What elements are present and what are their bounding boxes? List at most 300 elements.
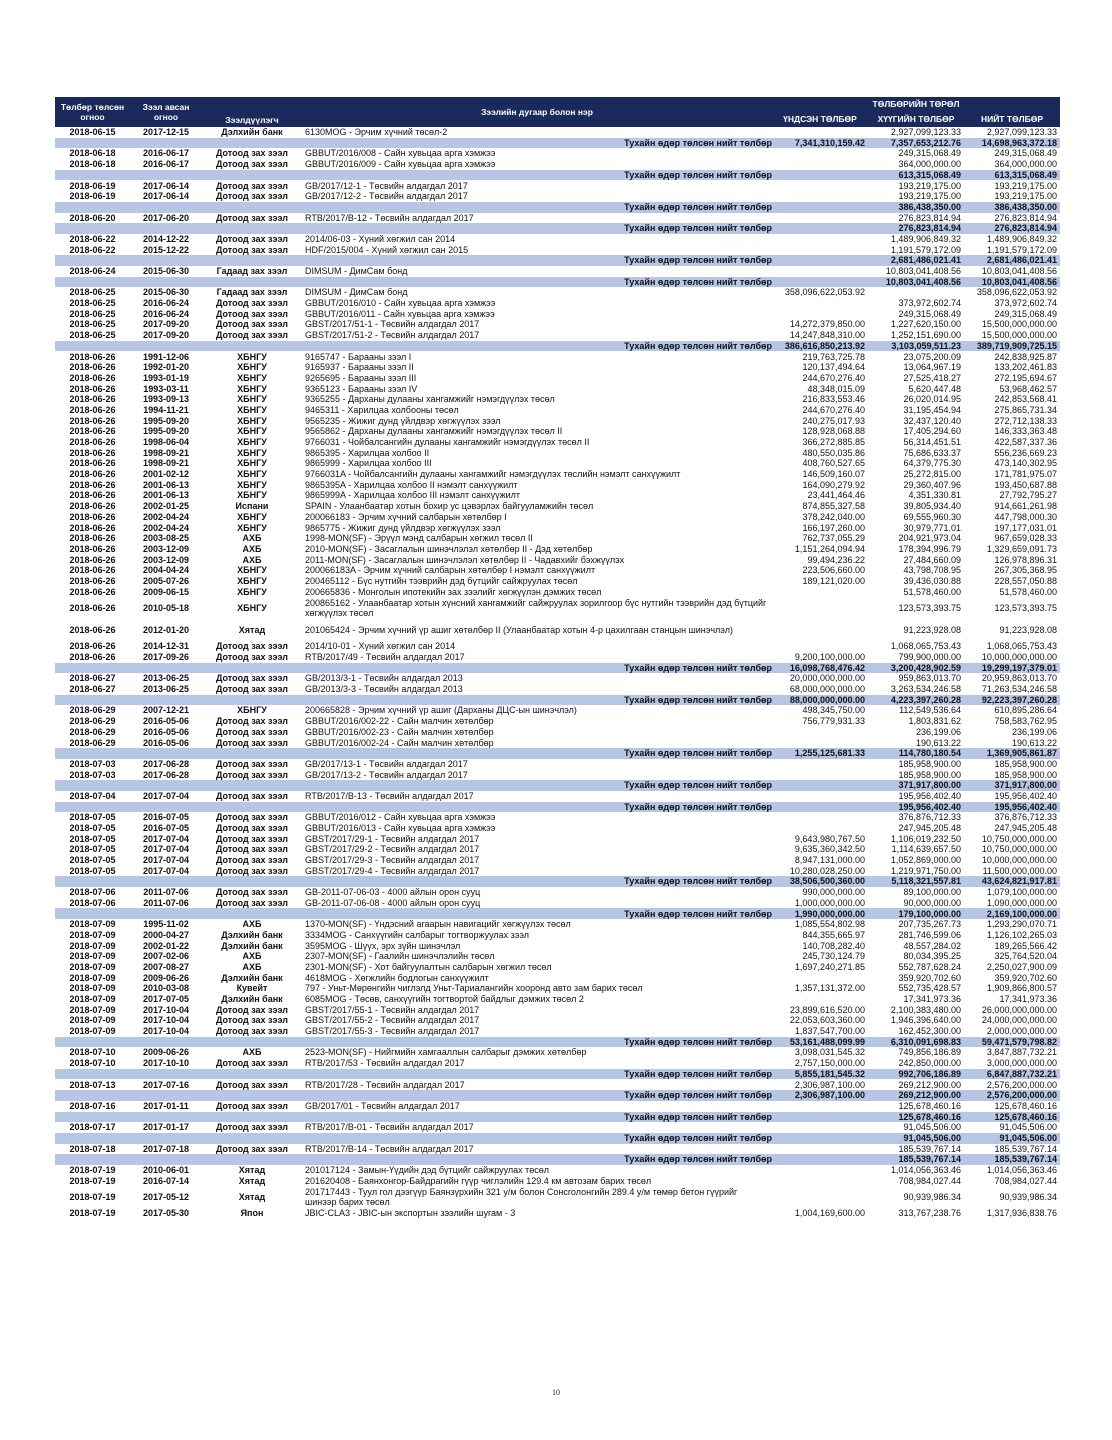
payment-date: 2018-06-26: [69, 533, 116, 544]
lender: ХБНГУ: [237, 490, 267, 501]
payment-date: 2018-06-20: [69, 212, 116, 223]
subtotal-principal: [772, 1133, 868, 1144]
payment-date: 2018-06-27: [69, 673, 116, 684]
subtotal-interest: 3,103,059,511.23: [868, 341, 964, 352]
table-row: [55, 394, 1060, 405]
lender: ХБНГУ: [237, 437, 267, 448]
loan-date: 2012-01-20: [142, 625, 190, 635]
loan-date: 2017-07-04: [142, 833, 190, 844]
loan-name: 2523-MON(SF) - Нийгмийн хамгааллын салбарыг дэмжих хөтөлбөр: [305, 1047, 587, 1058]
loan-name: GBST/2017/29-4 - Төсвийн алдагдал 2017: [305, 865, 480, 876]
subtotal-label: Тухайн өдөр төлсөн нийт төлбөр: [55, 748, 772, 759]
principal-payment: [772, 159, 868, 170]
principal-payment: [772, 1186, 868, 1208]
interest-payment: 31,195,454.94: [903, 404, 961, 415]
table-row: [55, 716, 1060, 727]
loan-name: GB-2011-07-06-08 - 4000 айлын орон сууц: [305, 897, 481, 908]
principal-payment: [772, 587, 868, 598]
subtotal-label: Тухайн өдөр төлсөн нийт төлбөр: [55, 170, 772, 181]
subtotal-interest: 6,310,091,698.83: [868, 1037, 964, 1048]
total-payment: 197,177,031.01: [994, 522, 1057, 533]
table-row: [55, 941, 1060, 952]
subtotal-interest: 185,539,767.14: [868, 1154, 964, 1165]
total-payment: 272,712,138.33: [994, 415, 1057, 426]
loan-date: 2015-06-30: [142, 266, 190, 277]
loan-date: 2002-01-22: [142, 940, 190, 951]
subtotal-principal: [772, 202, 868, 213]
table-row: [55, 448, 1060, 459]
table-row: [55, 727, 1060, 738]
principal-payment: [772, 266, 868, 277]
lender: ХБНГУ: [237, 415, 267, 426]
principal-payment: 2,757,150,000.00: [794, 1058, 865, 1069]
loan-date: 1994-11-21: [143, 404, 189, 415]
loan-date: 2007-08-27: [142, 961, 190, 972]
interest-payment: 2,100,383,480.00: [890, 1004, 961, 1015]
interest-payment: 25,272,815.00: [903, 469, 961, 480]
interest-payment: 27,525,418.27: [903, 372, 961, 383]
subtotal-interest: 7,357,653,212.76: [868, 138, 964, 149]
subtotal-principal: [772, 170, 868, 181]
interest-payment: 376,876,712.33: [898, 812, 961, 823]
total-payment: 247,945,205.48: [994, 823, 1057, 834]
principal-payment: 366,272,885.85: [802, 437, 865, 448]
total-payment: 20,959,863,013.70: [981, 673, 1057, 684]
principal-payment: 48,348,015.09: [807, 383, 865, 394]
interest-payment: 708,984,027.44: [898, 1175, 961, 1186]
payment-date: 2018-06-25: [69, 287, 116, 298]
payment-date: 2018-06-26: [69, 543, 116, 554]
table-row: [55, 512, 1060, 523]
interest-payment: 193,219,175.00: [898, 191, 961, 202]
payment-date: 2018-07-03: [69, 758, 116, 769]
table-row: [55, 213, 1060, 224]
total-payment: 185,958,900.00: [994, 758, 1057, 769]
subtotal-total: 1,369,905,861.87: [964, 748, 1060, 759]
loan-date: 2005-07-26: [142, 575, 190, 586]
lender: Дотоод зах зээл: [216, 790, 288, 801]
interest-payment: 1,068,065,753.43: [890, 641, 961, 652]
table-row: [55, 619, 1060, 641]
principal-payment: 756,779,931.33: [802, 716, 865, 727]
subtotal-interest: 269,212,900.00: [868, 1090, 964, 1101]
total-payment: 71,263,534,246.58: [981, 684, 1057, 695]
total-payment: 193,450,687.88: [994, 479, 1057, 490]
loan-name: GBBUT/2016/012 - Сайн хувьцаа арга хэмжээ: [305, 812, 496, 823]
loan-name: 9265695 - Барааны зээл III: [305, 372, 417, 383]
table-row: [55, 555, 1060, 566]
principal-payment: 1,004,169,600.00: [794, 1208, 865, 1219]
principal-payment: 164,090,279.92: [802, 479, 865, 490]
principal-payment: 480,550,035.86: [802, 447, 865, 458]
interest-payment: 185,958,900.00: [898, 769, 961, 780]
subtotal-row: [55, 277, 1060, 288]
loan-date: 2017-06-14: [142, 180, 190, 191]
loan-name: RTB/2017/B-12 - Төсвийн алдагдал 2017: [305, 212, 474, 223]
payment-date: 2018-06-26: [69, 522, 116, 533]
loan-date: 2013-06-25: [142, 673, 190, 684]
loan-name: GB/2017/12-2 - Төсвийн алдагдал 2017: [305, 191, 468, 202]
interest-payment: 4,351,330.81: [908, 490, 961, 501]
interest-payment: 749,856,186.89: [898, 1047, 961, 1058]
payment-date: 2018-07-19: [69, 1175, 116, 1186]
principal-payment: 498,345,750.00: [802, 705, 865, 716]
payment-date: 2018-07-09: [69, 1026, 116, 1037]
loan-date: 2017-12-15: [142, 127, 190, 138]
loan-date: 2010-05-18: [142, 603, 190, 613]
loan-name: GB/2017/13-2 - Төсвийн алдагдал 2017: [305, 769, 468, 780]
loan-date: 2002-04-24: [142, 522, 190, 533]
loan-date: 2017-06-14: [142, 191, 190, 202]
loan-name: 1998-MON(SF) - Эрүүл мэнд салбарын хөгжил төсөл II: [305, 533, 533, 544]
principal-payment: 120,137,494.64: [802, 362, 865, 373]
principal-payment: [772, 823, 868, 834]
loan-name: 9565862 - Дарханы дулааны хангамжийг нэмэгдүүлэх төсөл II: [305, 426, 563, 437]
total-payment: 249,315,068.49: [994, 148, 1057, 159]
interest-payment: 185,539,767.14: [898, 1143, 961, 1154]
total-payment: 556,236,669.23: [994, 447, 1057, 458]
loan-name: 2014/06-03 - Хүний хөгжил сан 2014: [305, 233, 456, 244]
lender: Хятад: [238, 1175, 266, 1186]
payment-date: 2018-07-19: [69, 1165, 116, 1176]
loan-date: 2001-06-13: [142, 490, 190, 501]
interest-payment: 26,020,014.95: [903, 394, 961, 405]
loan-date: 2011-07-06: [143, 887, 189, 898]
payment-date: 2018-06-26: [69, 652, 116, 663]
lender: Дотоод зах зээл: [216, 233, 288, 244]
table-row: [55, 1101, 1060, 1112]
table-row: [55, 159, 1060, 170]
table-row: [55, 652, 1060, 663]
payment-date: 2018-06-19: [69, 180, 116, 191]
lender: АХБ: [242, 533, 262, 544]
loan-date: 2016-06-24: [142, 298, 190, 309]
loan-date: 2017-10-04: [142, 1004, 190, 1015]
total-payment: 376,876,712.33: [994, 812, 1057, 823]
loan-date: 2001-06-13: [142, 479, 190, 490]
interest-payment: 249,315,068.49: [898, 148, 961, 159]
table-row: [55, 458, 1060, 469]
table-row: [55, 597, 1060, 619]
payment-date: 2018-06-26: [69, 372, 116, 383]
table-row: [55, 1165, 1060, 1176]
principal-payment: [772, 727, 868, 738]
total-payment: 190,613.22: [1011, 737, 1057, 748]
subtotal-row: [55, 138, 1060, 149]
interest-payment: 190,613.22: [915, 737, 961, 748]
subtotal-row: [55, 695, 1060, 706]
subtotal-principal: [772, 780, 868, 791]
loan-date: 2017-10-04: [142, 1015, 190, 1026]
payment-date: 2018-06-29: [69, 705, 116, 716]
principal-payment: 8,947,131,000.00: [794, 855, 865, 866]
payment-date: 2018-07-04: [69, 790, 116, 801]
total-payment: 359,920,702.60: [994, 972, 1057, 983]
table-row: [55, 587, 1060, 598]
total-payment: 1,126,102,265.03: [986, 929, 1057, 940]
subtotal-label: Тухайн өдөр төлсөн нийт төлбөр: [55, 1069, 772, 1080]
table-row: [55, 384, 1060, 395]
loan-date: 2004-04-24: [142, 565, 190, 576]
lender: Гадаад зах зээл: [216, 266, 288, 277]
subtotal-interest: 10,803,041,408.56: [868, 277, 964, 288]
subtotal-total: 185,539,767.14: [964, 1154, 1060, 1165]
interest-payment: 75,686,633.37: [903, 447, 961, 458]
interest-payment: 3,263,534,246.58: [890, 684, 961, 695]
table-row: [55, 533, 1060, 544]
subtotal-row: [55, 255, 1060, 266]
loan-name: SPAIN - Улаанбаатар хотын бохир ус цэвэрлэх байгууламжийн төсөл: [305, 501, 594, 512]
principal-payment: 23,441,464.46: [807, 490, 865, 501]
payment-date: 2018-06-24: [69, 266, 116, 277]
principal-payment: 20,000,000,000.00: [789, 673, 865, 684]
table-row: [55, 887, 1060, 898]
loan-date: 2000-04-27: [142, 929, 190, 940]
loan-name: GB/2013/3-3 - Төсвийн алдагдал 2013: [305, 684, 463, 695]
loan-name: GBST/2017/51-1 - Төсвийн алдагдал 2017: [305, 319, 480, 330]
principal-payment: 244,670,276.40: [802, 372, 865, 383]
lender: Дотоод зах зээл: [216, 1079, 288, 1090]
lender: Хятад: [238, 1192, 266, 1203]
subtotal-row: [55, 170, 1060, 181]
total-payment: 422,587,337.36: [994, 437, 1057, 448]
payment-date: 2018-07-13: [69, 1079, 116, 1090]
table-row: [55, 962, 1060, 973]
interest-payment: 242,850,000.00: [898, 1058, 961, 1069]
loan-date: 2007-02-06: [142, 951, 190, 962]
payment-date: 2018-06-26: [69, 458, 116, 469]
loan-date: 2017-01-17: [142, 1122, 190, 1133]
subtotal-total: 6,847,887,732.21: [964, 1069, 1060, 1080]
lender: АХБ: [242, 554, 262, 565]
table-row: [55, 1186, 1060, 1208]
lender: ХБНГУ: [237, 447, 267, 458]
table-row: [55, 405, 1060, 416]
lender: Дотоод зах зээл: [216, 641, 288, 652]
total-payment: 1,317,936,838.76: [986, 1208, 1057, 1219]
lender: Дотоод зах зээл: [216, 1004, 288, 1015]
subtotal-total: 91,045,506.00: [964, 1133, 1060, 1144]
loan-name: 797 - Уньт-Мөрөнгийн чиглэлд Уньт-Тариалангийн хооронд авто зам барих төсөл: [305, 983, 643, 994]
table-row: [55, 1122, 1060, 1133]
interest-payment: 10,803,041,408.56: [885, 266, 961, 277]
loan-date: 2010-03-08: [142, 983, 190, 994]
subtotal-row: [55, 748, 1060, 759]
lender: ХБНГУ: [237, 511, 267, 522]
total-payment: 2,000,000,000.00: [986, 1026, 1057, 1037]
principal-payment: 378,242,040.00: [802, 511, 865, 522]
total-payment: 24,000,000,000.00: [981, 1015, 1057, 1026]
total-payment: 914,661,261.98: [994, 501, 1057, 512]
payment-date: 2018-06-25: [69, 298, 116, 309]
interest-payment: 1,803,831.62: [908, 716, 961, 727]
payment-date: 2018-07-09: [69, 951, 116, 962]
total-payment: 1,909,866,800.57: [986, 983, 1057, 994]
payment-date: 2018-07-06: [69, 897, 116, 908]
lender: Дотоод зах зээл: [216, 737, 288, 748]
subtotal-row: [55, 1133, 1060, 1144]
loan-date: 2017-07-18: [142, 1143, 190, 1154]
principal-payment: 1,151,264,094.94: [794, 543, 865, 554]
lender: Дотоод зах зээл: [216, 319, 288, 330]
payment-date: 2018-07-18: [69, 1143, 116, 1154]
loan-name: GBBUT/2016/009 - Сайн хувьцаа арга хэмжээ: [305, 159, 496, 170]
loan-date: 2001-02-12: [142, 469, 190, 480]
principal-payment: [772, 791, 868, 802]
loan-name: 200465112 - Бүс нутгийн тээврийн дэд бүтцийг сайжруулах төсөл: [305, 575, 578, 586]
loan-name: GBST/2017/51-2 - Төсвийн алдагдал 2017: [305, 330, 480, 341]
loan-date: 2016-07-14: [142, 1175, 190, 1186]
interest-payment: 29,360,407.96: [903, 479, 961, 490]
loan-name: 200066183A - Эрчим хүчний салбарын хөтөлбөр I нэмэлт санхүүжилт: [305, 565, 596, 576]
table-row: [55, 148, 1060, 159]
lender: Дотоод зах зээл: [216, 823, 288, 834]
lender: АХБ: [242, 1047, 262, 1058]
loan-name: 9865395A - Харилцаа холбоо II нэмэлт санхүүжилт: [305, 479, 518, 490]
subtotal-total: 276,823,814.94: [964, 223, 1060, 234]
loan-name: 200066183 - Эрчим хүчний салбарын хөтөлбөр I: [305, 511, 507, 522]
lender: АХБ: [242, 951, 262, 962]
loan-date: 2017-07-04: [142, 855, 190, 866]
loan-date: 2009-06-26: [142, 1047, 190, 1058]
principal-payment: 68,000,000,000.00: [789, 684, 865, 695]
payment-date: 2018-07-09: [69, 994, 116, 1005]
interest-payment: 1,252,151,690.00: [890, 330, 961, 341]
interest-payment: 185,958,900.00: [898, 758, 961, 769]
principal-payment: [772, 770, 868, 781]
loan-name: 200665836 - Монголын ипотекийн зах зээлийг хөгжүүлэн дэмжих төсөл: [305, 586, 602, 597]
total-payment: 193,219,175.00: [994, 180, 1057, 191]
interest-payment: 39,436,030.88: [903, 575, 961, 586]
lender: Дотоод зах зээл: [216, 191, 288, 202]
subtotal-label: Тухайн өдөр төлсөн нийт төлбөр: [55, 1090, 772, 1101]
loan-date: 2017-10-10: [142, 1058, 190, 1069]
loan-date: 2003-12-09: [142, 543, 190, 554]
lender: Дотоод зах зээл: [216, 758, 288, 769]
subtotal-principal: 1,990,000,000.00: [772, 908, 868, 919]
loan-name: RTB/2017/28 - Төсвийн алдагдал 2017: [305, 1079, 465, 1090]
payment-date: 2018-07-10: [69, 1047, 116, 1058]
subtotal-row: [55, 876, 1060, 887]
subtotal-total: 371,917,800.00: [964, 780, 1060, 791]
principal-payment: [772, 737, 868, 748]
total-payment: 17,341,973.36: [999, 994, 1057, 1005]
interest-payment: 313,767,238.76: [898, 1208, 961, 1219]
header-lender: Зээлдүүлэгч: [202, 97, 302, 127]
loan-date: 1998-09-21: [142, 458, 190, 469]
payment-date: 2018-06-29: [69, 726, 116, 737]
loan-date: 1993-01-19: [142, 372, 190, 383]
payment-date: 2018-07-16: [69, 1100, 116, 1111]
total-payment: 189,265,566.42: [994, 940, 1057, 951]
loan-name: 200865162 - Улаанбаатар хотын хүнсний хангамжийг сайжруулах зорилгоор бүс нутгийн тээврийн дэд бүтцийг хөгжүүлэх төсөл: [305, 597, 767, 619]
principal-payment: 1,837,547,700.00: [794, 1026, 865, 1037]
principal-payment: [772, 191, 868, 202]
subtotal-total: 59,471,579,798.82: [964, 1037, 1060, 1048]
total-payment: 10,000,000,000.00: [981, 652, 1057, 663]
loan-name: GB-2011-07-06-03 - 4000 айлын орон сууц: [305, 887, 481, 898]
loan-date: 2016-05-06: [142, 726, 190, 737]
total-payment: 1,293,290,070.71: [986, 919, 1057, 930]
subtotal-label: Тухайн өдөр төлсөн нийт төлбөр: [55, 341, 772, 352]
loan-name: GBST/2017/55-3 - Төсвийн алдагдал 2017: [305, 1026, 480, 1037]
payment-date: 2018-07-09: [69, 972, 116, 983]
subtotal-interest: 992,706,186.89: [868, 1069, 964, 1080]
total-payment: 125,678,460.16: [994, 1100, 1057, 1111]
loan-date: 2017-05-12: [142, 1192, 190, 1203]
lender: Дотоод зах зээл: [216, 1100, 288, 1111]
loan-date: 1993-09-13: [142, 394, 190, 405]
principal-payment: [772, 180, 868, 191]
subtotal-row: [55, 1154, 1060, 1165]
subtotal-label: Тухайн өдөр төлсөн нийт төлбөр: [55, 1154, 772, 1165]
table-row: [55, 234, 1060, 245]
loan-date: 2013-06-25: [142, 684, 190, 695]
total-payment: 26,000,000,000.00: [981, 1004, 1057, 1015]
subtotal-principal: [772, 223, 868, 234]
payment-date: 2018-07-09: [69, 1015, 116, 1026]
table-row: [55, 844, 1060, 855]
loan-date: 2017-07-05: [142, 994, 190, 1005]
lender: Дотоод зах зээл: [216, 673, 288, 684]
total-payment: 358,096,622,053.92: [976, 287, 1057, 298]
total-payment: 373,972,602.74: [994, 298, 1057, 309]
lender: ХБНГУ: [237, 362, 267, 373]
payment-date: 2018-07-19: [69, 1208, 116, 1219]
lender: Япон: [240, 1208, 264, 1219]
loan-name: RTB/2017/53 - Төсвийн алдагдал 2017: [305, 1058, 465, 1069]
total-payment: 133,202,461.83: [994, 362, 1057, 373]
loan-date: 2011-07-06: [143, 897, 189, 908]
loan-name: 2011-MON(SF) - Засаглалын шинэчлэлэл хөтөлбөр II - Чадавхийг бэхжүүлэх: [305, 554, 625, 565]
principal-payment: 219,763,725.78: [802, 351, 865, 362]
loan-name: 9365255 - Дарханы дулааны хангамжийг нэмэгдүүлэх төсөл: [305, 394, 555, 405]
table-row: [55, 480, 1060, 491]
total-payment: 126,978,896.31: [994, 554, 1057, 565]
table-row: [55, 770, 1060, 781]
lender: Дотоод зах зээл: [216, 887, 288, 898]
interest-payment: 23,075,200.09: [903, 351, 961, 362]
loan-date: 2016-05-06: [142, 737, 190, 748]
loan-name: 201620408 - Баянхонгор-Байдрагийн гүүр чиглэлийн 129.4 км автозам барих төсөл: [305, 1175, 652, 1186]
payment-date: 2018-06-29: [69, 737, 116, 748]
table-row: [55, 673, 1060, 684]
loan-date: 1995-09-20: [142, 415, 190, 426]
payment-date: 2018-06-26: [69, 565, 116, 576]
lender: Дотоод зах зээл: [216, 833, 288, 844]
header-total: НИЙТ ТӨЛБӨР: [964, 111, 1060, 127]
interest-payment: 959,863,013.70: [898, 673, 961, 684]
loan-date: 2017-07-04: [142, 790, 190, 801]
payment-date: 2018-06-29: [69, 716, 116, 727]
payment-date: 2018-07-09: [69, 919, 116, 930]
loan-date: 1998-09-21: [142, 447, 190, 458]
lender: ХБНГУ: [237, 705, 267, 716]
principal-payment: [772, 812, 868, 823]
table-row: [55, 490, 1060, 501]
header-payment-type: ТӨЛБӨРИЙН ТӨРӨЛ: [868, 97, 964, 111]
loan-date: 1995-09-20: [142, 426, 190, 437]
interest-payment: 236,199.06: [915, 726, 961, 737]
table-row: [55, 309, 1060, 320]
principal-payment: [772, 641, 868, 652]
interest-payment: 359,920,702.60: [898, 972, 961, 983]
table-row: [55, 127, 1060, 138]
lender: ХБНГУ: [237, 603, 267, 613]
payment-date: 2018-06-25: [69, 308, 116, 319]
lender: ХБНГУ: [237, 575, 267, 586]
subtotal-interest: 613,315,068.49: [868, 170, 964, 181]
